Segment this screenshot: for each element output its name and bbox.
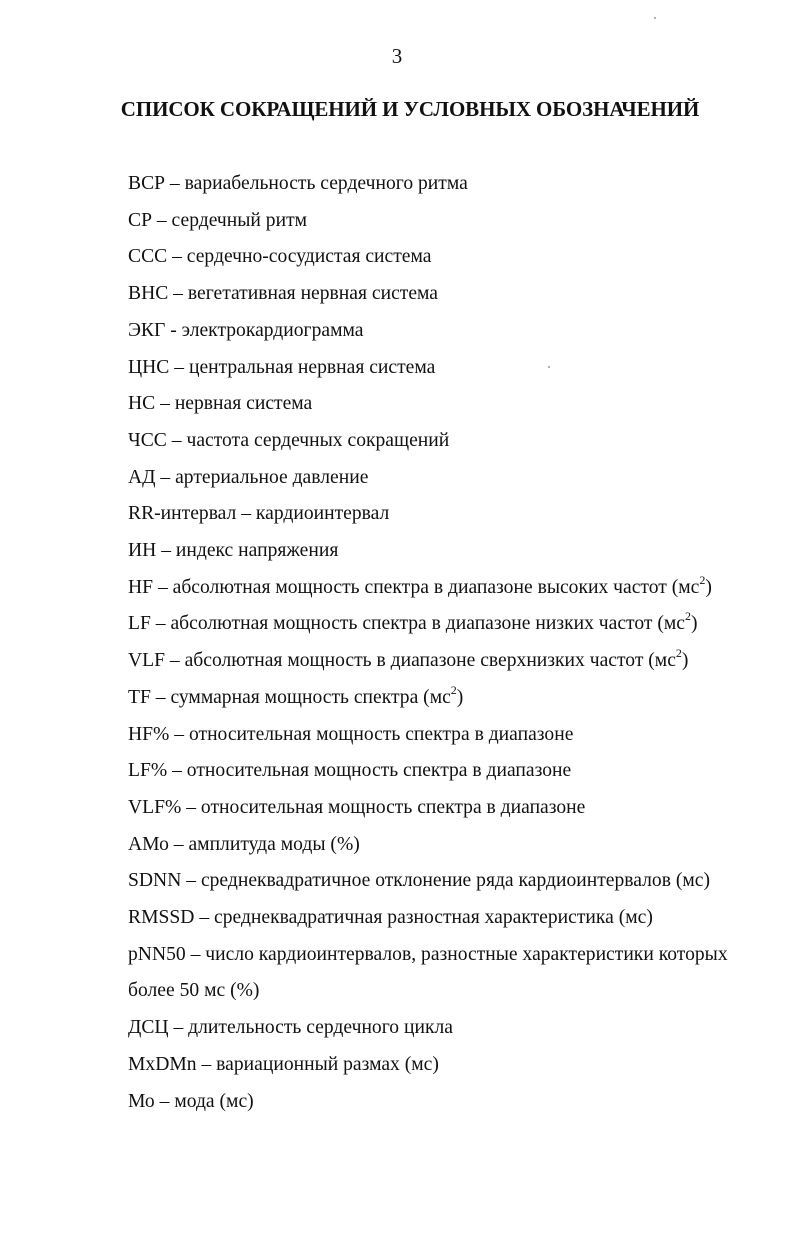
abbreviation-entry [128, 973, 768, 1010]
abbreviation-entry [128, 717, 768, 754]
abbreviation-text: СР – сердечный ритм [128, 209, 308, 231]
abbreviation-text: RMSSD – среднеквадратичная разностная характеристика (мс) [128, 907, 653, 929]
abbreviation-text: SDNN – среднеквадратичное отклонение ряда кардиоинтервалов (мс) [128, 870, 710, 892]
abbreviation-entry [128, 863, 768, 900]
page-number: 3 [391, 44, 403, 68]
abbreviation-text: ЧСС – частота сердечных сокращений [128, 429, 450, 451]
abbreviation-text: ИН – индекс напряжения [128, 540, 339, 562]
abbreviation-entry [128, 460, 768, 497]
superscript: 2 [450, 682, 457, 697]
scan-speck [654, 17, 656, 19]
abbreviation-text: НС – нервная система [128, 393, 313, 415]
abbreviation-text: ВСР – вариабельность сердечного ритма [128, 173, 468, 194]
abbreviation-entry [128, 386, 768, 423]
abbreviation-entry [128, 606, 768, 643]
abbreviation-text: LF% – относительная мощность спектра в диапазоне [128, 760, 572, 782]
abbreviation-entry [128, 203, 768, 240]
abbreviation-text: ЦНС – центральная нервная система [128, 356, 436, 378]
abbreviation-text: ДСЦ – длительность сердечного цикла [128, 1017, 453, 1039]
abbreviation-text: HF – абсолютная мощность спектра в диапазоне высоких частот (мс [128, 576, 700, 598]
abbreviation-entry [128, 827, 768, 864]
superscript: 2 [675, 646, 682, 661]
abbreviation-tail: ) [456, 686, 464, 708]
abbreviation-text: RR-интервал – кардиоинтервал [128, 503, 390, 525]
abbreviation-entry [128, 166, 768, 203]
abbreviation-entry [128, 1047, 768, 1084]
abbreviation-text: Мо – мода (мс) [128, 1090, 254, 1112]
abbreviation-text: ВНС – вегетативная нервная система [128, 283, 438, 305]
page-title: СПИСОК СОКРАЩЕНИЙ И УСЛОВНЫХ ОБОЗНАЧЕНИЙ [120, 97, 700, 121]
superscript: 2 [684, 609, 691, 624]
abbreviation-entry [128, 900, 768, 937]
abbreviation-tail: ) [705, 576, 712, 598]
abbreviation-list [128, 166, 768, 1120]
abbreviation-entry [128, 643, 768, 680]
abbreviation-text: АД – артериальное давление [128, 466, 369, 488]
abbreviation-text: TF – суммарная мощность спектра (мс [128, 686, 451, 708]
abbreviation-entry [128, 533, 768, 570]
abbreviation-text: АМо – амплитуда моды (%) [128, 833, 360, 855]
abbreviation-entry [128, 313, 768, 350]
abbreviation-text: ЭКГ - электрокардиограмма [128, 319, 364, 341]
abbreviation-entry [128, 350, 768, 387]
abbreviation-entry [128, 570, 768, 607]
abbreviation-entry [128, 680, 768, 717]
abbreviation-text: MxDMn – вариационный размах (мс) [128, 1053, 439, 1075]
abbreviation-text: VLF – абсолютная мощность в диапазоне сверхнизких частот (мс [128, 650, 676, 672]
abbreviation-entry [128, 276, 768, 313]
scan-speck [548, 366, 550, 368]
abbreviation-entry [128, 496, 768, 533]
abbreviation-text: pNN50 – число кардиоинтервалов, разностные характеристики которых [128, 943, 728, 965]
abbreviation-entry [128, 423, 768, 460]
abbreviation-entry [128, 1084, 768, 1121]
abbreviation-tail: ) [690, 613, 698, 635]
abbreviation-text: более 50 мс (%) [128, 980, 260, 1002]
superscript: 2 [699, 572, 706, 587]
abbreviation-tail: ) [681, 650, 689, 672]
abbreviation-entry [128, 753, 768, 790]
abbreviation-text: ССС – сердечно-сосудистая система [128, 246, 432, 268]
abbreviation-entry [128, 790, 768, 827]
abbreviation-text: HF% – относительная мощность спектра в диапазоне [128, 723, 574, 745]
abbreviation-entry [128, 937, 768, 974]
abbreviation-text: LF – абсолютная мощность спектра в диапазоне низких частот (мс [128, 613, 685, 635]
abbreviation-entry [128, 239, 768, 276]
abbreviation-entry [128, 1010, 768, 1047]
abbreviation-text: VLF% – относительная мощность спектра в диапазоне [128, 796, 586, 818]
